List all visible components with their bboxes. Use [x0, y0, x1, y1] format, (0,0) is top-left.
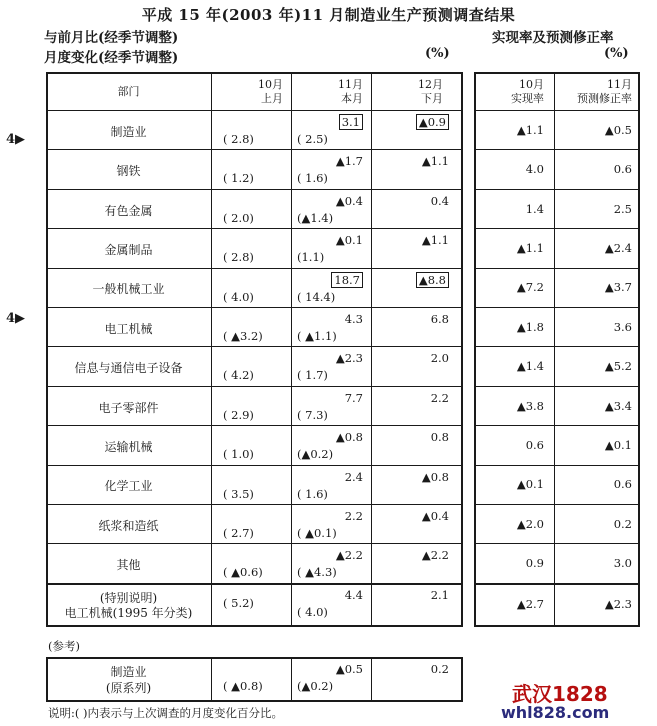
realization-value: 4.0 — [525, 162, 544, 176]
table-border-bottom — [474, 625, 638, 627]
nov-prev-value: ( 1.6) — [297, 487, 328, 501]
realization-value: ▲1.8 — [516, 320, 544, 334]
row-rule — [46, 189, 461, 190]
header-dec-line1: 12月 — [418, 78, 443, 91]
header-rev-line2: 预测修正率 — [577, 92, 632, 105]
dept-label: 金属制品 — [104, 243, 153, 257]
header-dept: 部门 — [117, 85, 140, 98]
realization-value: 1.4 — [525, 202, 544, 216]
row-rule — [46, 346, 461, 347]
row-rule — [46, 543, 461, 544]
dept-label: 其他 — [116, 558, 141, 572]
nov-prev-value: ( ▲1.1) — [297, 329, 337, 343]
row-marker: 4▶ — [6, 132, 26, 147]
oct-value: ( 1.0) — [223, 447, 254, 461]
row-rule — [474, 149, 638, 150]
oct-value: ( ▲3.2) — [223, 329, 263, 343]
subtitle-right: 实现率及预测修正率 — [492, 30, 614, 46]
row-rule — [474, 386, 638, 387]
dec-value: 2.2 — [430, 391, 449, 405]
header-realization — [474, 78, 554, 106]
oct-value: ( 2.7) — [223, 526, 254, 540]
nov-prev-value: (▲1.4) — [297, 211, 334, 225]
column-rule — [291, 657, 292, 700]
realization-value: 0.6 — [525, 438, 544, 452]
table-border-top — [46, 657, 461, 659]
dec-value: ▲2.2 — [421, 548, 449, 562]
nov-prev-value: (1.1) — [297, 250, 325, 264]
nov-prev-value: ( ▲0.1) — [297, 526, 337, 540]
revision-value: 3.6 — [613, 320, 632, 334]
revision-value: 2.5 — [613, 202, 632, 216]
header-revision — [554, 78, 638, 106]
nov-prev-value: ( ▲4.3) — [297, 565, 337, 579]
column-rule — [371, 72, 372, 625]
unit-left: (%) — [425, 46, 450, 61]
dec-value: ▲0.8 — [421, 470, 449, 484]
reference-label: (参考) — [48, 639, 80, 653]
oct-value: ( 2.0) — [223, 211, 254, 225]
realization-value: ▲1.4 — [516, 359, 544, 373]
header-rev-line1: 11月 — [607, 78, 632, 91]
dec-value — [379, 115, 449, 129]
table-border-top — [46, 72, 461, 74]
nov-prev-value: (▲0.2) — [297, 679, 334, 693]
row-rule — [474, 268, 638, 269]
row-rule — [46, 149, 461, 150]
realization-value: ▲7.2 — [516, 280, 544, 294]
reference-dept-label: 制造业 — [110, 665, 147, 679]
oct-value: ( 1.2) — [223, 171, 254, 185]
row-rule — [474, 465, 638, 466]
row-rule — [474, 307, 638, 308]
nov-value: ▲0.8 — [335, 430, 363, 444]
dept-label: 制造业 — [110, 125, 147, 139]
dept-label: 一般机械工业 — [92, 282, 165, 296]
special-dept-note: (特别说明) — [99, 591, 158, 605]
dept-label: 电子零部件 — [98, 401, 159, 415]
realization-value: ▲1.1 — [516, 241, 544, 255]
header-rule — [46, 110, 461, 111]
revision-value: ▲2.3 — [604, 597, 632, 611]
footnote: 说明:( )内表示与上次调查的月度变化百分比。 — [48, 706, 284, 720]
header-oct-line1: 10月 — [258, 78, 283, 91]
row-rule — [474, 425, 638, 426]
oct-value: ( 2.9) — [223, 408, 254, 422]
row-rule — [46, 583, 461, 585]
oct-value: ( 2.8) — [223, 132, 254, 146]
dec-value: ▲1.1 — [421, 233, 449, 247]
nov-value: ▲0.4 — [335, 194, 363, 208]
dept-label: 化学工业 — [104, 479, 153, 493]
table-border-right — [638, 72, 640, 627]
table-border-bottom — [46, 700, 461, 702]
row-rule — [474, 346, 638, 347]
revision-value: ▲3.4 — [604, 399, 632, 413]
header-nov-line1: 11月 — [338, 78, 363, 91]
dec-value: ▲1.1 — [421, 154, 449, 168]
subtitle-left-1: 与前月比(经季节调整) — [44, 30, 179, 46]
nov-prev-value: ( 1.6) — [297, 171, 328, 185]
row-rule — [46, 268, 461, 269]
dec-value: 0.8 — [430, 430, 449, 444]
nov-value: ▲0.1 — [335, 233, 363, 247]
header-oct — [211, 78, 291, 106]
dec-value: 2.0 — [430, 351, 449, 365]
revision-value: 3.0 — [613, 556, 632, 570]
dept-label: 纸浆和造纸 — [98, 519, 159, 533]
table-border-right — [461, 657, 463, 702]
header-nov-line2: 本月 — [341, 92, 363, 105]
nov-value — [293, 273, 363, 287]
row-rule — [474, 543, 638, 544]
revision-value: 0.2 — [613, 517, 632, 531]
dec-value: ▲0.4 — [421, 509, 449, 523]
dec-value-box: ▲8.8 — [416, 272, 449, 288]
realization-value: ▲2.7 — [516, 597, 544, 611]
row-rule — [46, 465, 461, 466]
nov-value: 2.4 — [344, 470, 363, 484]
column-rule — [554, 72, 555, 625]
subtitle-left-2: 月度变化(经季节调整) — [44, 50, 179, 66]
nov-value: 4.3 — [344, 312, 363, 326]
dec-value: 2.1 — [430, 588, 449, 602]
realization-value: ▲0.1 — [516, 477, 544, 491]
dept-label: 有色金属 — [104, 204, 153, 218]
realization-value: ▲2.0 — [516, 517, 544, 531]
nov-value-box: 18.7 — [331, 272, 363, 288]
oct-value: ( 4.0) — [223, 290, 254, 304]
dec-value — [379, 273, 449, 287]
row-rule — [46, 307, 461, 308]
nov-prev-value: ( 4.0) — [297, 605, 328, 619]
header-rule — [474, 110, 638, 111]
dec-value-box: ▲0.9 — [416, 114, 449, 130]
row-rule — [46, 228, 461, 229]
row-rule — [46, 425, 461, 426]
header-real-line1: 10月 — [519, 78, 544, 91]
nov-value — [293, 115, 363, 129]
nov-value: 4.4 — [344, 588, 363, 602]
oct-value: ( 2.8) — [223, 250, 254, 264]
dept-label: 电工机械 — [104, 322, 153, 336]
nov-value: ▲1.7 — [335, 154, 363, 168]
row-rule — [474, 583, 638, 585]
dept-label: 钢铁 — [116, 164, 141, 178]
row-rule — [46, 504, 461, 505]
row-marker: 4▶ — [6, 311, 26, 326]
nov-value: 2.2 — [344, 509, 363, 523]
nov-value: 7.7 — [344, 391, 363, 405]
column-rule — [211, 657, 212, 700]
unit-right: (%) — [604, 46, 629, 61]
nov-prev-value: (▲0.2) — [297, 447, 334, 461]
nov-prev-value: ( 14.4) — [297, 290, 336, 304]
oct-value: ( 4.2) — [223, 368, 254, 382]
row-rule — [46, 386, 461, 387]
revision-value: 0.6 — [613, 477, 632, 491]
realization-value: ▲1.1 — [516, 123, 544, 137]
header-dec — [371, 78, 451, 106]
header-dec-line2: 下月 — [421, 92, 443, 105]
nov-prev-value: ( 2.5) — [297, 132, 328, 146]
realization-value: 0.9 — [525, 556, 544, 570]
nov-value: ▲2.3 — [335, 351, 363, 365]
table-border-top — [474, 72, 638, 74]
revision-value: ▲5.2 — [604, 359, 632, 373]
dept-label: 运输机械 — [104, 440, 153, 454]
table-border-right — [461, 72, 463, 627]
table-border-bottom — [46, 625, 461, 627]
oct-value: ( 3.5) — [223, 487, 254, 501]
nov-prev-value: ( 1.7) — [297, 368, 328, 382]
row-rule — [474, 504, 638, 505]
revision-value: ▲0.1 — [604, 438, 632, 452]
reference-dept-note: (原系列) — [105, 681, 152, 695]
oct-value: ( ▲0.6) — [223, 565, 263, 579]
oct-value: ( 5.2) — [223, 596, 254, 610]
realization-value: ▲3.8 — [516, 399, 544, 413]
nov-value: ▲0.5 — [335, 662, 363, 676]
header-oct-line2: 上月 — [261, 92, 283, 105]
column-rule — [211, 72, 212, 625]
oct-value: ( ▲0.8) — [223, 679, 263, 693]
revision-value: ▲2.4 — [604, 241, 632, 255]
nov-prev-value: ( 7.3) — [297, 408, 328, 422]
watermark-logo-text: 武汉1828 — [512, 682, 608, 706]
revision-value: ▲3.7 — [604, 280, 632, 294]
column-rule — [371, 657, 372, 700]
row-rule — [474, 189, 638, 190]
nov-value: ▲2.2 — [335, 548, 363, 562]
watermark-url: whl828.com — [501, 703, 610, 722]
header-real-line2: 实现率 — [511, 92, 544, 105]
column-rule — [291, 72, 292, 625]
header-nov — [291, 78, 371, 106]
special-dept-label: 电工机械(1995 年分类) — [64, 606, 193, 620]
dec-value: 0.2 — [430, 662, 449, 676]
page-title: 平成 15 年(2003 年)11 月制造业生产预测调查结果 — [141, 6, 516, 24]
row-rule — [474, 228, 638, 229]
dec-value: 6.8 — [430, 312, 449, 326]
dec-value: 0.4 — [430, 194, 449, 208]
revision-value: ▲0.5 — [604, 123, 632, 137]
nov-value-box: 3.1 — [339, 114, 363, 130]
revision-value: 0.6 — [613, 162, 632, 176]
dept-label: 信息与通信电子设备 — [74, 361, 183, 375]
